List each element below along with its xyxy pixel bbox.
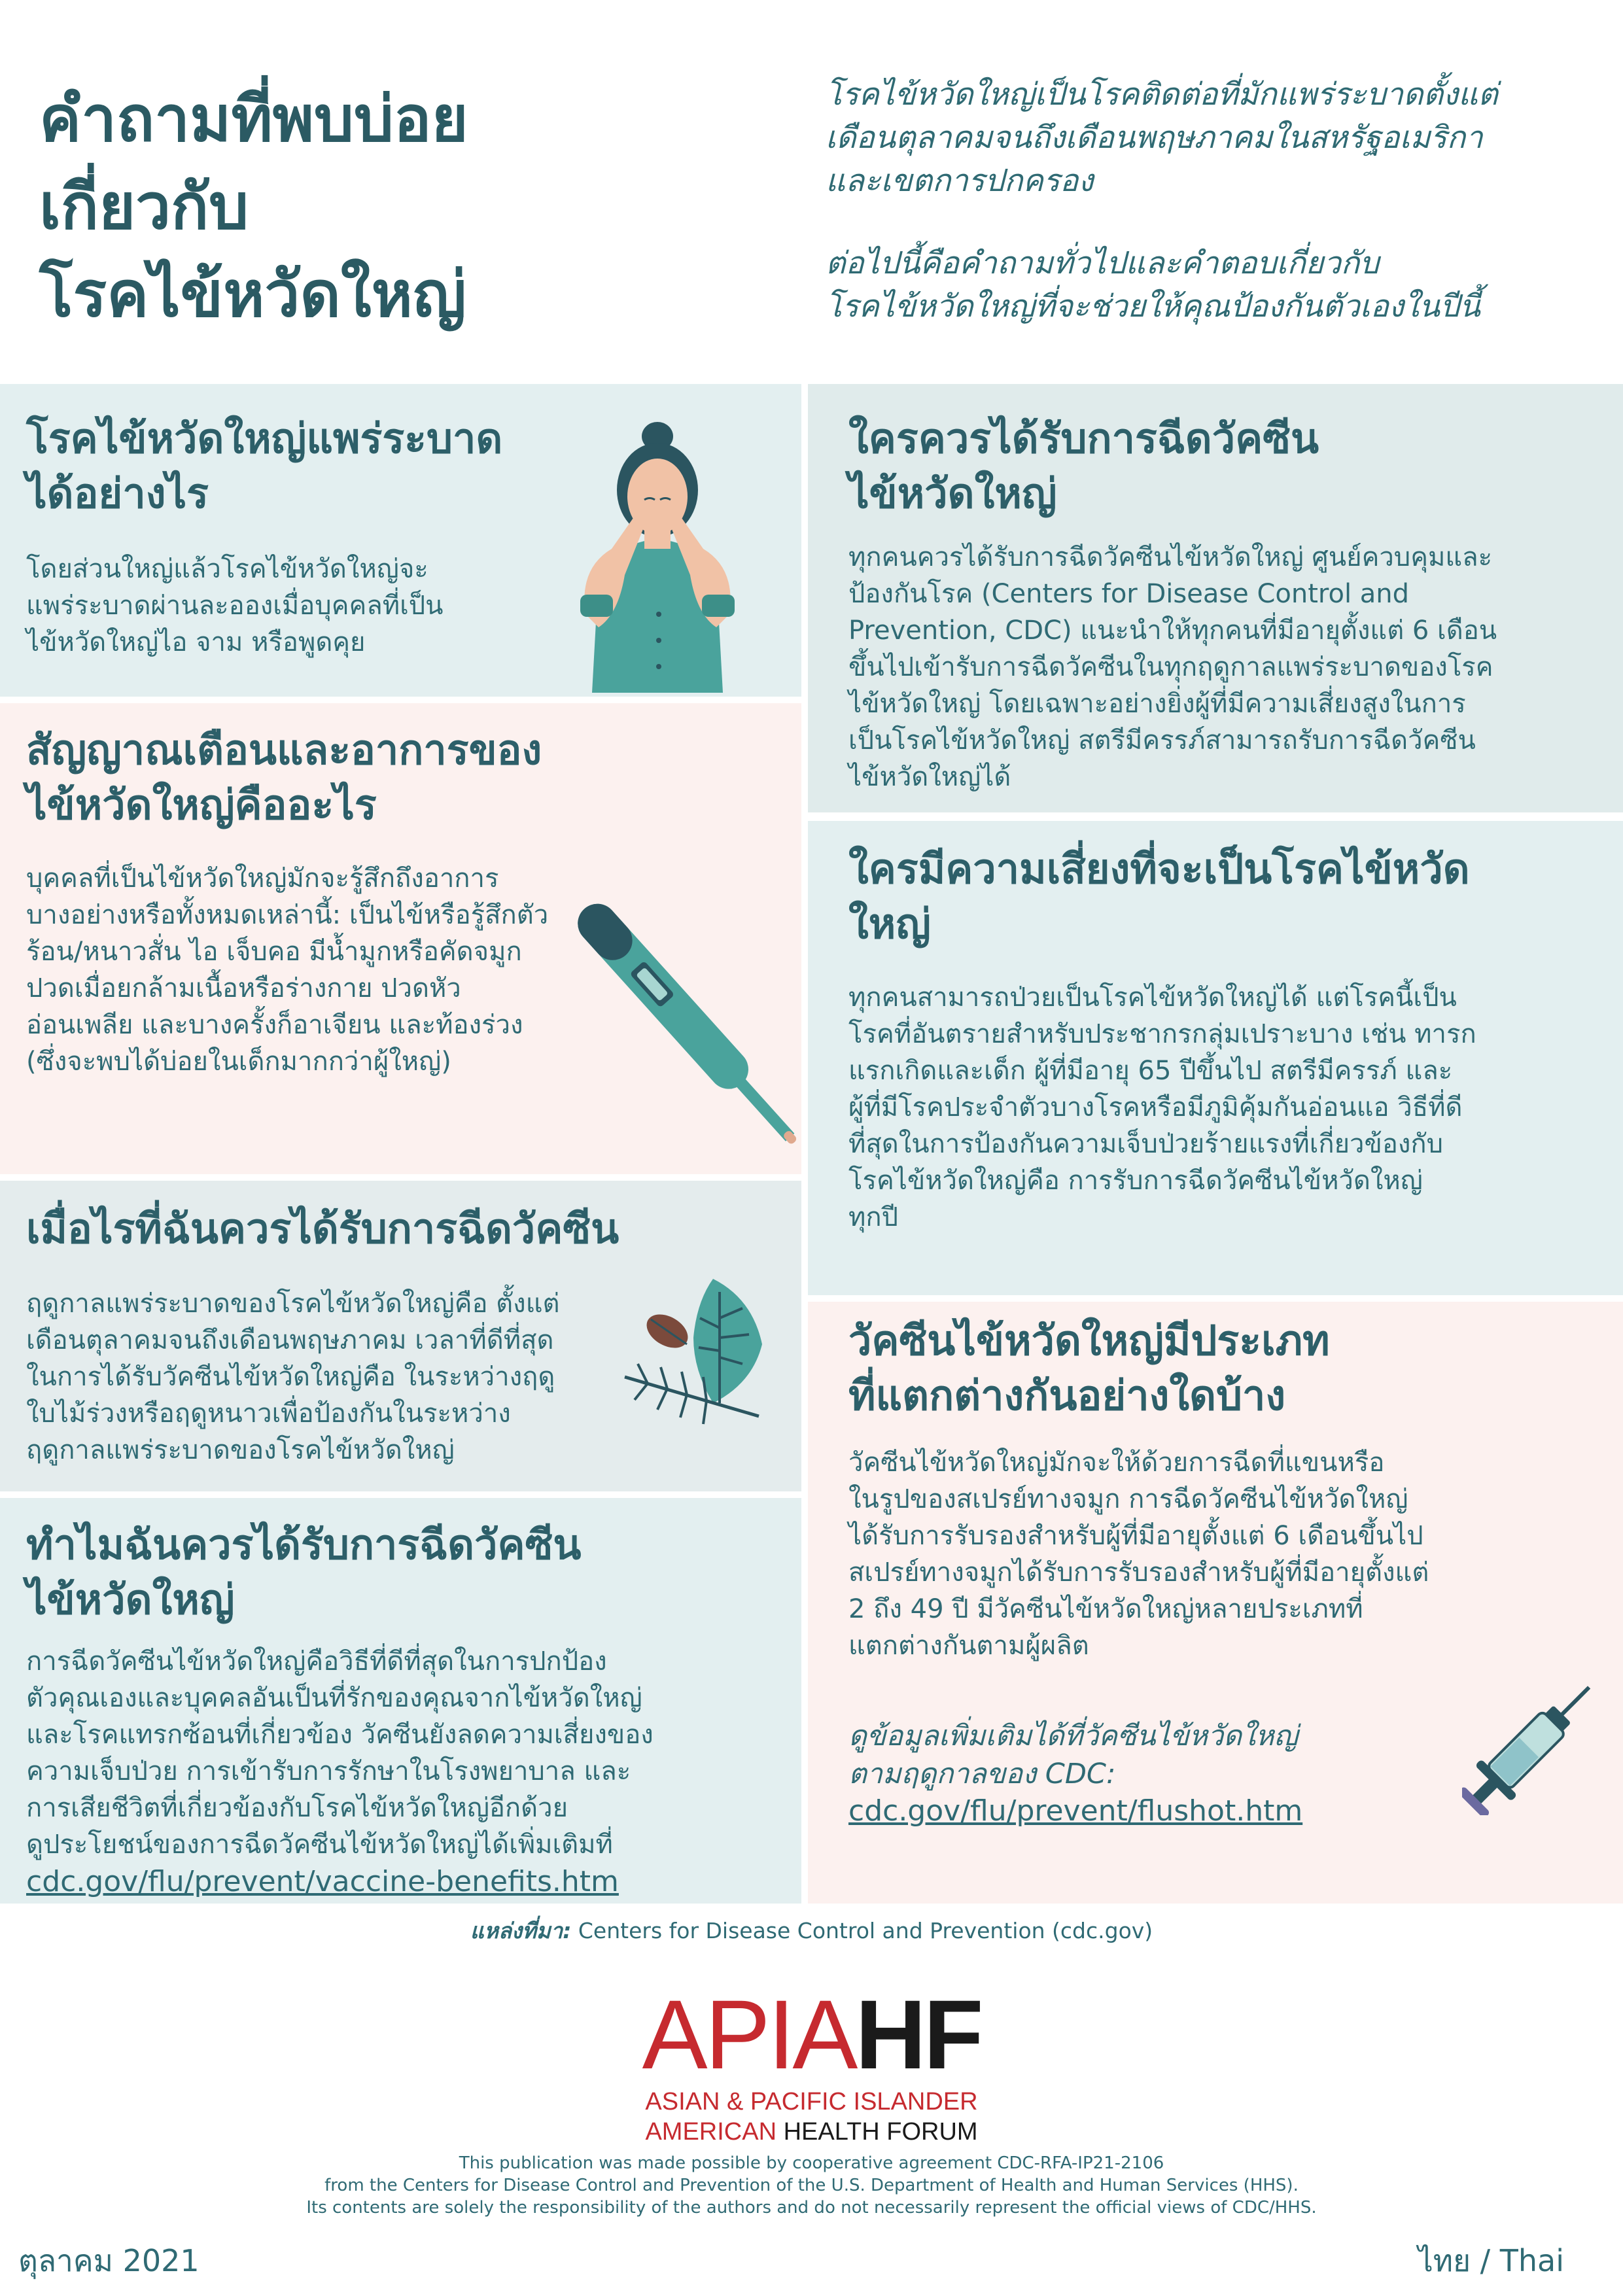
title-line-1: คำถามที่พบบ่อย xyxy=(39,82,468,156)
body-line: ไข้หวัดใหญ่ โดยเฉพาะอย่างยิ่งผู้ที่มีความเสี่ยงสูงในการ xyxy=(848,689,1466,719)
body-line: (ซึ่งจะพบได้บ่อยในเด็กมากกว่าผู้ใหญ่) xyxy=(26,1047,451,1077)
body-line: ทุกคนสามารถป่วยเป็นโรคไข้หวัดใหญ่ได้ แต่โรคนี้เป็น xyxy=(848,983,1457,1013)
body-line: ได้รับการรับรองสำหรับผู้ที่มีอายุตั้งแต่ 6 เดือนขึ้นไป xyxy=(848,1521,1423,1551)
title-line: วัคซีนไข้หวัดใหญ่มีประเภท xyxy=(848,1317,1330,1365)
more-info-line: ตามฤดูกาลของ CDC: xyxy=(848,1758,1116,1790)
body-line: 2 ถึง 49 ปี มีวัคซีนไข้หวัดใหญ่หลายประเภทที่ xyxy=(848,1594,1363,1624)
body-line: ขึ้นไปเข้ารับการฉีดวัคซีนในทุกฤดูกาลแพร่ระบาดของโรค xyxy=(848,652,1493,682)
logo-subtitle-part: HEALTH FORUM xyxy=(783,2118,978,2146)
body-line: ใบไม้ร่วงหรือฤดูหนาวเพื่อป้องกันในระหว่าง xyxy=(26,1399,511,1429)
body-line: ร้อน/หนาวสั่น ไอ เจ็บคอ มีน้ำมูกหรือคัดจมูก xyxy=(26,937,522,967)
title-line: ได้อย่างไร xyxy=(26,470,209,517)
intro-line: โรคไข้หวัดใหญ่ที่จะช่วยให้คุณป้องกันตัวเองในปีนี้ xyxy=(826,288,1480,324)
intro-line: เดือนตุลาคมจนถึงเดือนพฤษภาคมในสหรัฐอเมริกา xyxy=(826,120,1483,156)
page-title xyxy=(39,75,792,338)
language-label: ไทย / Thai xyxy=(1418,2243,1564,2278)
more-info-label xyxy=(848,1717,1437,1793)
section-title xyxy=(848,842,1614,952)
title-line: โรคไข้หวัดใหญ่แพร่ระบาด xyxy=(26,415,503,462)
body-line: สเปรย์ทางจมูกได้รับการรับรองสำหรับผู้ที่มีอายุตั้งแต่ xyxy=(848,1557,1429,1588)
section-why-vaccinate xyxy=(0,1498,801,1904)
title-line-2: เกี่ยวกับ xyxy=(39,170,249,243)
section-body xyxy=(848,1444,1614,1664)
body-line: และโรคแทรกซ้อนที่เกี่ยวข้อง วัคซีนยังลดความเสี่ยงของ xyxy=(26,1720,654,1750)
title-line: ใหญ่ xyxy=(848,900,931,948)
body-line: ในรูปของสเปรย์ทางจมูก การฉีดวัคซีนไข้หวัดใหญ่ xyxy=(848,1484,1408,1514)
logo-subtitle-1: ASIAN & PACIFIC ISLANDER xyxy=(645,2088,978,2115)
body-line: ทุกคนควรได้รับการฉีดวัคซีนไข้หวัดใหญ่ ศูนย์ควบคุมและ xyxy=(848,542,1493,572)
title-line: สัญญาณเตือนและอาการของ xyxy=(26,726,542,774)
publication-date: ตุลาคม 2021 xyxy=(18,2243,200,2278)
title-line: ทำไมฉันควรได้รับการฉีดวัคซีน xyxy=(26,1521,582,1569)
body-line: ดูประโยชน์ของการฉีดวัคซีนไข้หวัดใหญ่ได้เพิ่มเติมที่ xyxy=(26,1830,613,1860)
section-title: เมื่อไรที่ฉันควรได้รับการฉีดวัคซีน xyxy=(26,1205,620,1253)
autumn-leaves-icon xyxy=(621,1272,778,1442)
section-how-spread xyxy=(0,384,801,697)
title-line: ใครควรได้รับการฉีดวัคซีน xyxy=(848,415,1319,462)
body-line: แพร่ระบาดผ่านละอองเมื่อบุคคลที่เป็น xyxy=(26,591,444,621)
title-line: ใครมีความเสี่ยงที่จะเป็นโรคไข้หวัด xyxy=(848,845,1470,893)
section-risk xyxy=(808,821,1623,1295)
section-vaccine-types xyxy=(808,1302,1623,1904)
section-body xyxy=(26,551,563,661)
body-line: อ่อนเพลีย และบางครั้งก็อาเจียน และท้องร่วง xyxy=(26,1010,523,1040)
source-label: แหล่งที่มา: xyxy=(470,1918,572,1943)
section-when-vaccinate xyxy=(0,1181,801,1491)
logo-part-apia: APIA xyxy=(642,1979,856,2089)
title-line-3: โรคไข้หวัดใหญ่ xyxy=(39,258,466,331)
body-line: ไข้หวัดใหญ่ไอ จาม หรือพูดคุย xyxy=(26,627,366,657)
source-text: Centers for Disease Control and Prevention (cdc.gov) xyxy=(571,1918,1153,1943)
title-line: ไข้หวัดใหญ่ xyxy=(848,470,1057,517)
body-line: ความเจ็บป่วย การเข้ารับการรักษาในโรงพยาบาล และ xyxy=(26,1756,631,1786)
intro-paragraph-1 xyxy=(826,73,1597,203)
body-line: ฤดูกาลแพร่ระบาดของโรคไข้หวัดใหญ่ xyxy=(26,1435,455,1465)
section-title xyxy=(26,723,746,833)
body-line: วัคซีนไข้หวัดใหญ่มักจะให้ด้วยการฉีดที่แขนหรือ xyxy=(848,1448,1385,1478)
section-title xyxy=(26,411,615,521)
body-line: บางอย่างหรือทั้งหมดเหล่านี้: เป็นไข้หรือรู้สึกตัว xyxy=(26,900,549,930)
body-line: ในการได้รับวัคซีนไข้หวัดใหญ่คือ ในระหว่างฤดู xyxy=(26,1362,555,1392)
body-line: โดยส่วนใหญ่แล้วโรคไข้หวัดใหญ่จะ xyxy=(26,554,428,584)
coughing-person-icon xyxy=(572,418,742,693)
thermometer-icon xyxy=(563,893,798,1148)
source-credit xyxy=(0,1913,1623,1948)
intro-paragraph-2 xyxy=(826,242,1597,328)
section-body xyxy=(26,1285,628,1469)
vaccine-benefits-link[interactable]: cdc.gov/flu/prevent/vaccine-benefits.htm xyxy=(26,1865,619,1898)
disclaimer-line: from the Centers for Disease Control and Prevention of the U.S. Department of Health and Human Services (HHS). xyxy=(324,2176,1299,2195)
section-title xyxy=(848,1313,1614,1423)
intro-line: ต่อไปนี้คือคำถามทั่วไปและคำตอบเกี่ยวกับ xyxy=(826,245,1380,281)
logo-subtitle-part: AMERICAN xyxy=(645,2118,784,2146)
body-line: ผู้ที่มีโรคประจำตัวบางโรคหรือมีภูมิคุ้มกันอ่อนแอ วิธีที่ดี xyxy=(848,1092,1463,1122)
title-line: ที่แตกต่างกันอย่างใดบ้าง xyxy=(848,1372,1286,1419)
flushot-link[interactable]: cdc.gov/flu/prevent/flushot.htm xyxy=(848,1794,1303,1828)
body-line: ที่สุดในการป้องกันความเจ็บป่วยร้ายแรงที่เกี่ยวข้องกับ xyxy=(848,1129,1443,1159)
intro-line: และเขตการปกครอง xyxy=(826,163,1094,199)
section-who-vaccinate xyxy=(808,384,1623,812)
section-body xyxy=(26,1643,785,1863)
body-line: การเสียชีวิตที่เกี่ยวข้องกับโรคไข้หวัดใหญ่อีกด้วย xyxy=(26,1793,568,1823)
logo-part-hf: HF xyxy=(855,1979,981,2089)
disclaimer-line: This publication was made possible by cooperative agreement CDC-RFA-IP21-2106 xyxy=(459,2153,1164,2173)
intro-line: โรคไข้หวัดใหญ่เป็นโรคติดต่อที่มักแพร่ระบาดตั้งแต่ xyxy=(826,77,1498,113)
section-body xyxy=(848,979,1614,1236)
body-line: เดือนตุลาคมจนถึงเดือนพฤษภาคม เวลาที่ดีที่สุด xyxy=(26,1325,554,1355)
body-line: การฉีดวัคซีนไข้หวัดใหญ่คือวิธีที่ดีที่สุดในการปกป้อง xyxy=(26,1646,607,1677)
section-symptoms xyxy=(0,703,801,1174)
body-line: โรคไข้หวัดใหญ่คือ การรับการฉีดวัคซีนไข้หวัดใหญ่ xyxy=(848,1166,1423,1196)
logo-wordmark xyxy=(0,1979,1623,2089)
body-line: แตกต่างกันตามผู้ผลิต xyxy=(848,1631,1089,1661)
body-line: ป้องกันโรค (Centers for Disease Control and xyxy=(848,579,1410,609)
disclaimer-line: Its contents are solely the responsibility of the authors and do not necessarily represent the official views of CDC/HHS. xyxy=(306,2198,1317,2218)
apiahf-logo xyxy=(0,1979,1623,2147)
syringe-icon xyxy=(1462,1671,1606,1815)
more-info-line: ดูข้อมูลเพิ่มเติมได้ที่วัคซีนไข้หวัดใหญ่ xyxy=(848,1720,1298,1752)
body-line: ปวดเมื่อยกล้ามเนื้อหรือร่างกาย ปวดหัว xyxy=(26,973,461,1003)
title-line: ไข้หวัดใหญ่คืออะไร xyxy=(26,781,377,829)
body-line: Prevention, CDC) แนะนำให้ทุกคนที่มีอายุตั้งแต่ 6 เดือน xyxy=(848,616,1497,646)
title-line: ไข้หวัดใหญ่ xyxy=(26,1576,235,1624)
body-line: เป็นโรคไข้หวัดใหญ่ สตรีมีครรภ์สามารถรับการฉีดวัคซีน xyxy=(848,725,1476,756)
section-title xyxy=(848,411,1607,521)
body-line: บุคคลที่เป็นไข้หวัดใหญ่มักจะรู้สึกถึงอาการ xyxy=(26,863,499,894)
body-line: ทุกปี xyxy=(848,1202,898,1232)
section-title xyxy=(26,1518,785,1627)
body-line: ไข้หวัดใหญ่ได้ xyxy=(848,762,1011,792)
logo-subtitle-2 xyxy=(0,2117,1623,2147)
section-body xyxy=(848,539,1614,795)
body-line: โรคที่อันตรายสำหรับประชากรกลุ่มเปราะบาง เช่น ทารก xyxy=(848,1019,1476,1049)
section-body xyxy=(26,860,628,1080)
body-line: ฤดูกาลแพร่ระบาดของโรคไข้หวัดใหญ่คือ ตั้งแต่ xyxy=(26,1289,560,1319)
body-line: ตัวคุณเองและบุคคลอันเป็นที่รักของคุณจากไข้หวัดใหญ่ xyxy=(26,1683,642,1713)
funding-disclaimer xyxy=(0,2152,1623,2219)
body-line: แรกเกิดและเด็ก ผู้ที่มีอายุ 65 ปีขึ้นไป สตรีมีครรภ์ และ xyxy=(848,1056,1453,1086)
